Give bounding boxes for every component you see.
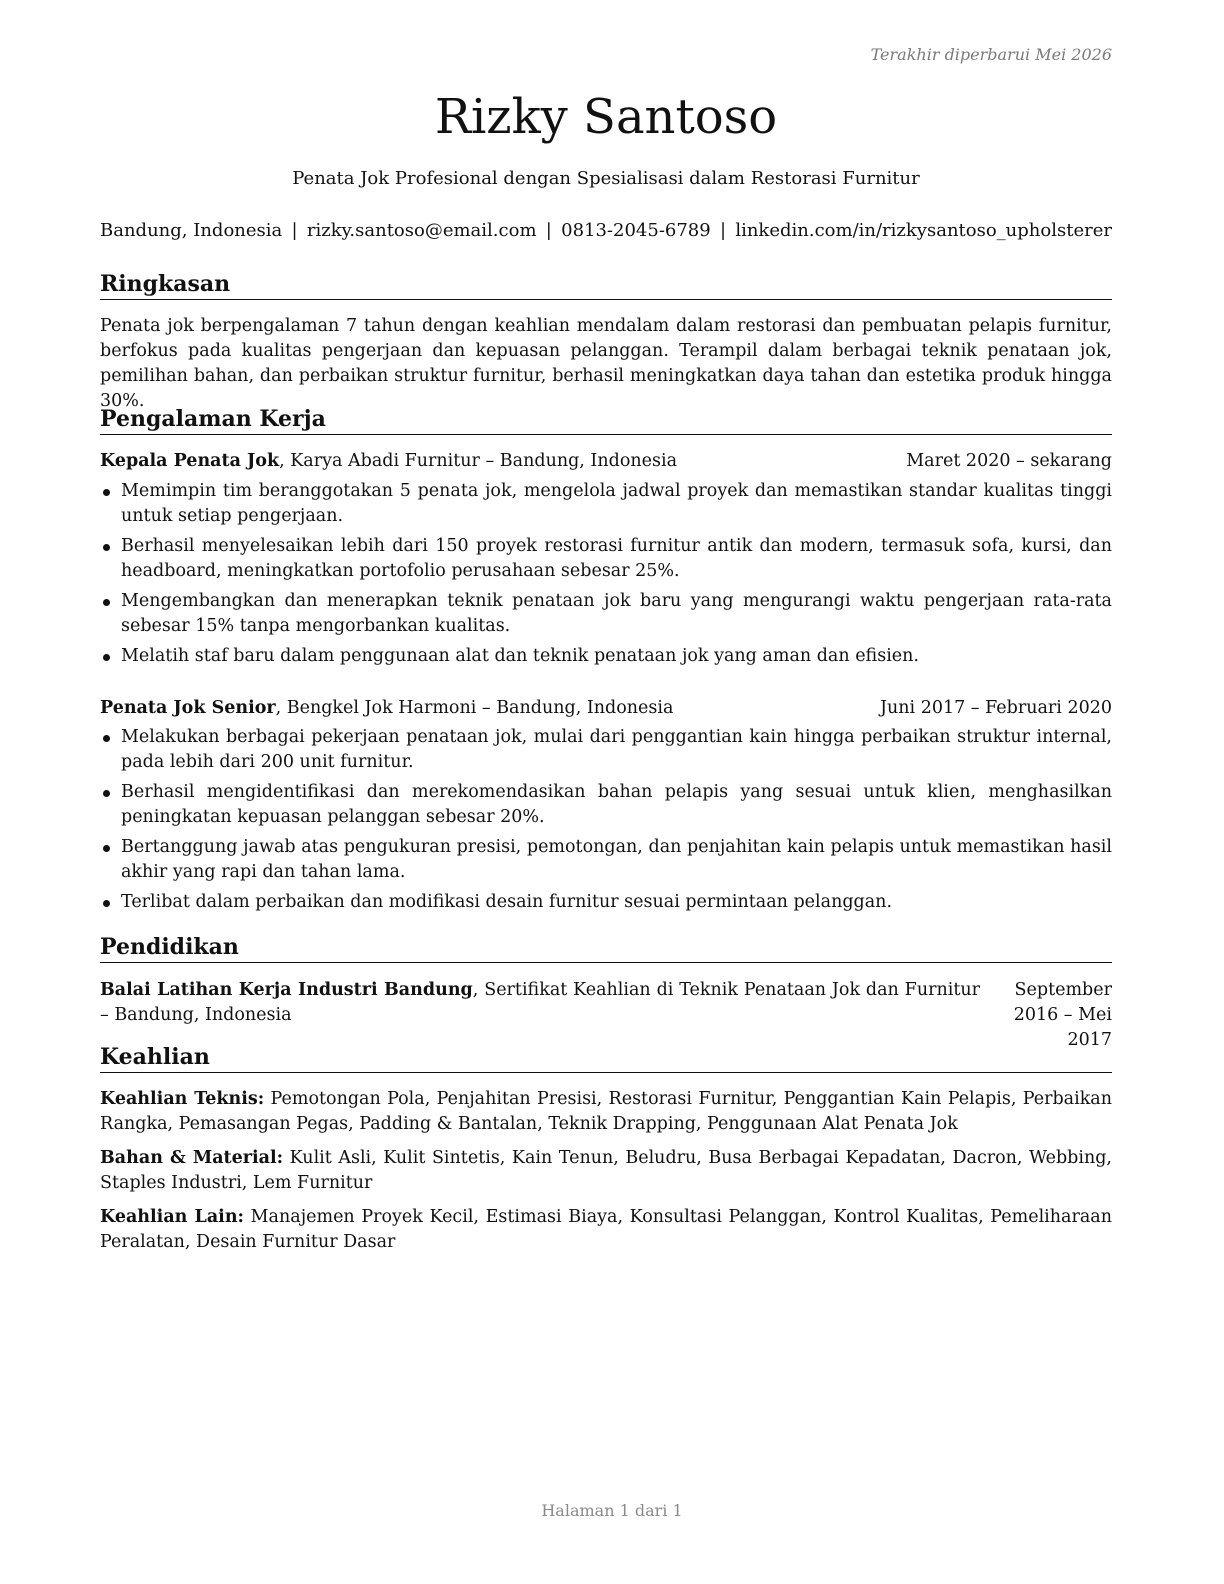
list-item [100, 780, 1112, 830]
section-title-education: Pendidikan [100, 933, 1112, 963]
job-bullets [100, 479, 1112, 674]
bullet-icon [103, 599, 110, 606]
skill-label: Keahlian Lain: [100, 1207, 245, 1227]
candidate-name: Rizky Santoso [434, 89, 778, 145]
skill-list: Pemotongan Pola, Penjahitan Presisi, Restorasi Furnitur, Penggantian Kain Pelapis, Perbaikan Rangka, Pemasangan Pegas, Padding & Bantalan, Teknik Drapping, Penggunaan Alat Penata Jok [100, 1089, 1112, 1134]
contact-email[interactable]: rizky.santoso@email.com [306, 220, 537, 241]
bullet-icon [103, 544, 110, 551]
bullet-text: Berhasil menyelesaikan lebih dari 150 proyek restorasi furnitur antik dan modern, termasuk sofa, kursi, dan headboard, meningkatkan portofolio perusahaan sebesar 25%. [121, 536, 1112, 581]
job-dates: Maret 2020 – sekarang [906, 451, 1112, 471]
contact-separator: | [545, 220, 552, 241]
bullet-text: Memimpin tim beranggotakan 5 penata jok, mengelola jadwal proyek dan memastikan standar kualitas tinggi untuk setiap pengerjaan. [121, 481, 1112, 526]
skill-label: Bahan & Material: [100, 1148, 284, 1168]
bullet-icon [103, 654, 110, 661]
skill-label: Keahlian Teknis: [100, 1089, 265, 1109]
bullet-text: Terlibat dalam perbaikan dan modifikasi desain furnitur sesuai permintaan pelanggan. [121, 892, 893, 912]
job-title: Kepala Penata Jok [100, 451, 280, 471]
section-title-summary: Ringkasan [100, 270, 1112, 300]
bullet-icon [103, 845, 110, 852]
skill-list: Manajemen Proyek Kecil, Estimasi Biaya, Konsultasi Pelanggan, Kontrol Kualitas, Pemeliharaan Peralatan, Desain Furnitur Dasar [100, 1207, 1112, 1252]
job-org: , Karya Abadi Furnitur – Bandung, Indonesia [279, 451, 677, 471]
contact-location: Bandung, Indonesia [100, 220, 283, 241]
bullet-text: Bertanggung jawab atas pengukuran presisi, pemotongan, dan penjahitan kain pelapis untuk memastikan hasil akhir yang rapi dan tahan lama. [121, 837, 1112, 882]
skill-group [100, 1205, 1112, 1255]
contact-line [100, 219, 1112, 243]
list-item [100, 725, 1112, 775]
professional-tagline: Penata Jok Profesional dengan Spesialisasi dalam Restorasi Furnitur [292, 168, 920, 189]
bullet-icon [103, 900, 110, 907]
job-title: Penata Jok Senior [100, 698, 276, 718]
skill-list: Kulit Asli, Kulit Sintetis, Kain Tenun, Beludru, Busa Berbagai Kepadatan, Dacron, Webbing, Staples Industri, Lem Furnitur [100, 1148, 1112, 1193]
education-institution: Balai Latihan Kerja Industri Bandung [100, 980, 473, 1000]
job-dates: Juni 2017 – Februari 2020 [879, 698, 1112, 718]
contact-separator: | [291, 220, 298, 241]
list-item [100, 890, 1112, 915]
job-title-org [100, 696, 673, 720]
bullet-icon [103, 489, 110, 496]
summary-text: Penata jok berpengalaman 7 tahun dengan keahlian mendalam dalam restorasi dan pembuatan pelapis furnitur, berfokus pada kualitas pengerjaan dan kepuasan pelanggan. Terampil dalam berbagai teknik penataan jok, pemilihan bahan, dan perbaikan struktur furnitur, berhasil meningkatkan daya tahan dan estetika produk hingga 30%. [100, 316, 1112, 411]
skill-group [100, 1087, 1112, 1137]
education-dates: September 2016 – Mei 2017 [1013, 980, 1112, 1050]
education-program: , Sertifikat Keahlian di Teknik Penataan Jok dan Furnitur – Bandung, Indonesia [100, 980, 980, 1025]
list-item [100, 835, 1112, 885]
list-item [100, 479, 1112, 529]
page-number: Halaman 1 dari 1 [541, 1501, 683, 1520]
bullet-icon [103, 735, 110, 742]
job-heading [100, 696, 1112, 720]
skill-group [100, 1146, 1112, 1196]
contact-phone: 0813-2045-6789 [561, 220, 711, 241]
bullet-text: Mengembangkan dan menerapkan teknik penataan jok baru yang mengurangi waktu pengerjaan rata-rata sebesar 15% tanpa mengorbankan kualitas. [121, 591, 1112, 636]
job-bullets [100, 725, 1112, 920]
job-org: , Bengkel Jok Harmoni – Bandung, Indonesia [275, 698, 674, 718]
bullet-text: Melakukan berbagai pekerjaan penataan jok, mulai dari penggantian kain hingga perbaikan struktur internal, pada lebih dari 200 unit furnitur. [121, 727, 1112, 772]
section-title-experience: Pengalaman Kerja [100, 405, 1112, 435]
bullet-text: Melatih staf baru dalam penggunaan alat dan teknik penataan jok yang aman dan efisien. [121, 646, 919, 666]
education-detail [100, 978, 980, 1053]
list-item [100, 534, 1112, 584]
bullet-text: Berhasil mengidentifikasi dan merekomendasikan bahan pelapis yang sesuai untuk klien, menghasilkan peningkatan kepuasan pelanggan sebesar 20%. [121, 782, 1112, 827]
job-heading [100, 449, 1112, 473]
job-title-org [100, 449, 677, 473]
section-title-skills: Keahlian [100, 1043, 1112, 1073]
education-entry [100, 978, 1112, 1053]
bullet-icon [103, 790, 110, 797]
contact-linkedin[interactable]: linkedin.com/in/rizkysantoso_upholsterer [735, 220, 1112, 241]
list-item [100, 644, 1112, 669]
list-item [100, 589, 1112, 639]
last-updated-note: Terakhir diperbarui Mei 2026 [870, 45, 1112, 64]
contact-separator: | [719, 220, 727, 241]
